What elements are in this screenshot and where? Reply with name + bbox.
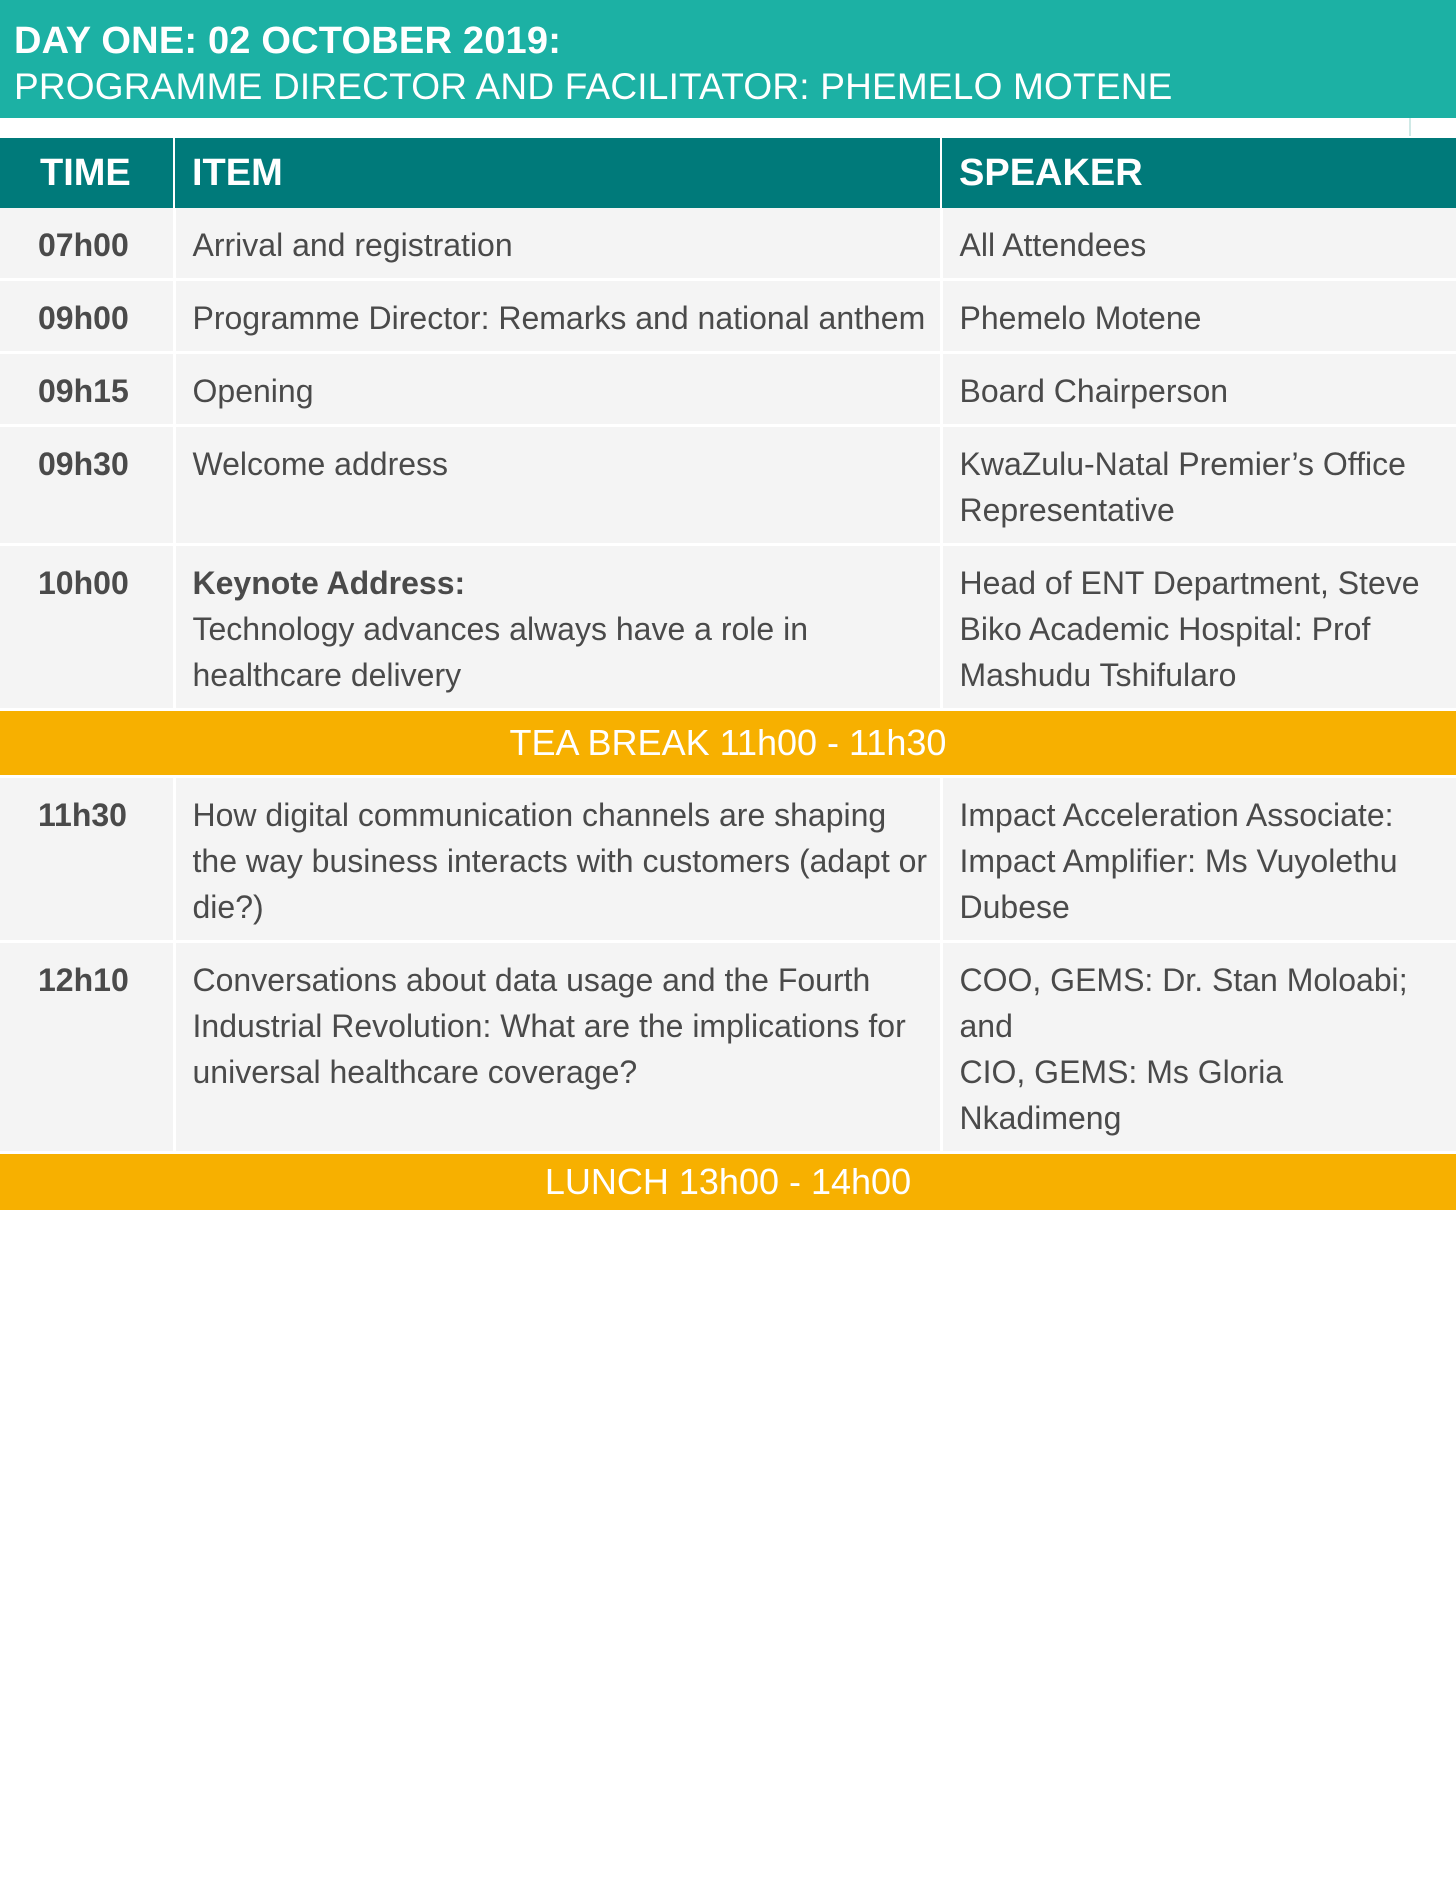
row-speaker — [941, 942, 1456, 1153]
banner-divider — [1409, 118, 1411, 136]
row-item: Arrival and registration — [174, 208, 941, 280]
tea-break-row — [0, 710, 1456, 777]
row-item — [174, 545, 941, 710]
lunch-label: LUNCH 13h00 - 14h00 — [0, 1153, 1456, 1212]
row-time: 11h30 — [0, 777, 174, 942]
row-item: Conversations about data usage and the Fourth Industrial Revolution: What are the implications for universal healthcare coverage? — [174, 942, 941, 1153]
row-item: Programme Director: Remarks and national anthem — [174, 280, 941, 353]
agenda-table — [0, 138, 1456, 1213]
row-speaker: Phemelo Motene — [941, 280, 1456, 353]
row-speaker: Impact Acceleration Associate: Impact Amplifier: Ms Vuyolethu Dubese — [941, 777, 1456, 942]
row-time: 09h15 — [0, 353, 174, 426]
table-row — [0, 777, 1456, 942]
table-row — [0, 426, 1456, 545]
speaker-line: COO, GEMS: Dr. Stan Moloabi; and — [959, 962, 1408, 1044]
row-time: 10h00 — [0, 545, 174, 710]
row-speaker: All Attendees — [941, 208, 1456, 280]
column-header-time: TIME — [0, 138, 174, 208]
keynote-topic: Technology advances always have a role in healthcare delivery — [192, 611, 808, 693]
keynote-label: Keynote Address: — [192, 565, 466, 601]
row-speaker: Head of ENT Department, Steve Biko Academic Hospital: Prof Mashudu Tshifularo — [941, 545, 1456, 710]
row-time: 12h10 — [0, 942, 174, 1153]
speaker-line: CIO, GEMS: Ms Gloria Nkadimeng — [959, 1054, 1284, 1136]
table-row — [0, 942, 1456, 1153]
row-time: 09h00 — [0, 280, 174, 353]
day-banner — [0, 0, 1456, 118]
row-speaker: Board Chairperson — [941, 353, 1456, 426]
tea-break-label: TEA BREAK 11h00 - 11h30 — [0, 710, 1456, 777]
row-item: How digital communication channels are shaping the way business interacts with customers (adapt or die?) — [174, 777, 941, 942]
column-header-item: ITEM — [174, 138, 941, 208]
row-speaker: KwaZulu-Natal Premier’s Office Representative — [941, 426, 1456, 545]
lunch-break-row — [0, 1153, 1456, 1212]
day-title: DAY ONE: 02 OCTOBER 2019: — [14, 20, 562, 62]
table-row — [0, 545, 1456, 710]
table-row — [0, 208, 1456, 280]
table-row — [0, 280, 1456, 353]
row-item: Welcome address — [174, 426, 941, 545]
facilitator-line: PROGRAMME DIRECTOR AND FACILITATOR: PHEMELO MOTENE — [14, 66, 1173, 107]
table-row — [0, 353, 1456, 426]
row-time: 07h00 — [0, 208, 174, 280]
row-item: Opening — [174, 353, 941, 426]
column-header-speaker: SPEAKER — [941, 138, 1456, 208]
table-header-row — [0, 138, 1456, 208]
row-time: 09h30 — [0, 426, 174, 545]
